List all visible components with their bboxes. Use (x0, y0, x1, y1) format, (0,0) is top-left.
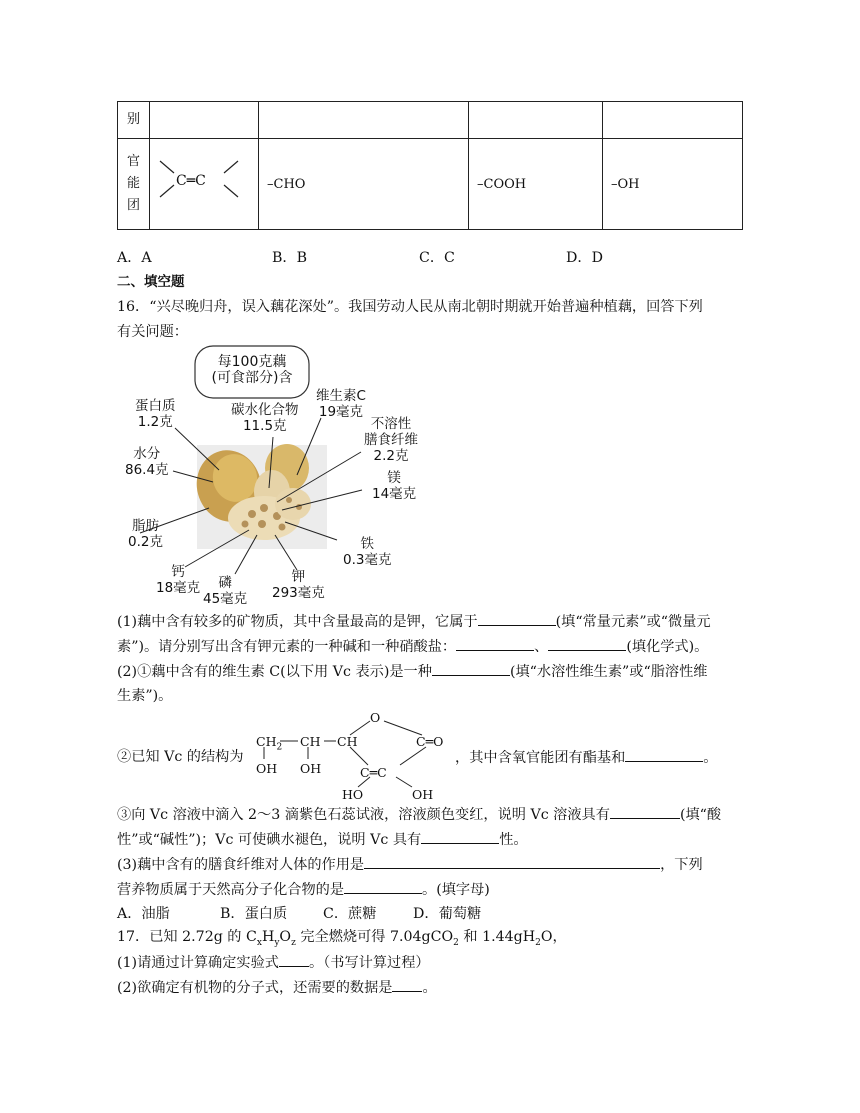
q16-part2-3: ③向 Vc 溶液中滴入 2～3 滴紫色石蕊试液，溶液颜色变红，说明 Vc 溶液具有 (填“酸 (117, 804, 721, 825)
q16-part1-cont: 素”)。请分别写出含有钾元素的一种碱和一种硝酸盐： 、 (填化学式)。 (117, 636, 708, 657)
q16-option-a: A．油脂 (117, 906, 170, 922)
q16-option-d: D．葡萄糖 (413, 906, 482, 922)
q16-intro: 16．“兴尽晚归舟，误入藕花深处”。我国劳动人民从南北朝时期就开始普遍种植藕，回答下列 (117, 299, 703, 315)
struct-oh-3: OH (412, 787, 434, 802)
q16-part2-3-cont: 性”或“碱性”)；Vc 可使碘水褪色，说明 Vc 具有 性。 (117, 829, 528, 850)
answer-blank[interactable] (478, 611, 556, 626)
row-header: 别 (118, 102, 150, 139)
answer-blank[interactable] (625, 747, 703, 762)
q16-intro-cont: 有关问题： (117, 324, 188, 340)
answer-blank[interactable] (456, 636, 534, 651)
struct-ring-oxygen: O (370, 710, 381, 725)
label-potassium: 钾 293毫克 (272, 569, 325, 601)
label-fiber: 不溶性 膳食纤维 2.2克 (364, 416, 418, 464)
hydroxyl-cell: –OH (603, 139, 743, 230)
q16-part1: (1)藕中含有较多的矿物质，其中含量最高的是钾，它属于 (填“常量元素”或“微量元 (117, 611, 711, 632)
q16-part3: (3)藕中含有的膳食纤维对人体的作用是 ，下列 (117, 854, 703, 875)
answer-blank[interactable] (548, 636, 626, 651)
section-heading: 二、填空题 (117, 274, 185, 290)
row-header-functional-group: 官 能 团 (118, 139, 150, 230)
answer-blank[interactable] (279, 952, 309, 967)
vitamin-c-structure (250, 707, 450, 803)
q16-part2: (2)①藕中含有的维生素 C(以下用 Vc 表示)是一种 (填“水溶性维生素”或“脂溶性维 (117, 661, 707, 682)
struct-ch: CH (300, 734, 321, 749)
label-protein: 蛋白质 1.2克 (135, 398, 176, 430)
answer-blank[interactable] (364, 854, 660, 869)
alkene-label: C═C (176, 173, 206, 189)
q16-part2-structure-line: ②已知 Vc 的结构为 (117, 749, 244, 765)
answer-blank[interactable] (421, 829, 499, 844)
label-iron: 铁 0.3毫克 (343, 536, 392, 568)
answer-blank[interactable] (344, 879, 422, 894)
q16-part2-structure-tail: ，其中含氧官能团有酯基和 。 (455, 747, 717, 768)
label-fat: 脂肪 0.2克 (128, 518, 163, 550)
label-magnesium: 镁 14毫克 (372, 470, 417, 502)
struct-ho: HO (342, 787, 364, 802)
struct-cc: C═C (360, 765, 387, 780)
alkene-cell (150, 139, 259, 230)
label-carbohydrate: 碳水化合物 11.5克 (231, 402, 299, 434)
struct-ch-ring: CH (337, 734, 358, 749)
q17-stem: 17．已知 2.72g 的 $C_xH_yO_z$ 完全燃烧可得 7.04gCO$_2$ 和 $1.44gH_2O$， (117, 929, 567, 948)
aldehyde-cell: –CHO (259, 139, 469, 230)
answer-blank[interactable] (392, 977, 422, 992)
lotus-root-figure (117, 340, 437, 610)
struct-ch2: $CH_2$ (256, 734, 283, 753)
option-c: C．C (419, 250, 455, 266)
q17-part1: (1)请通过计算确定实验式 。（书写计算过程） (117, 952, 430, 973)
struct-oh-1: OH (256, 761, 278, 776)
label-calcium: 钙 18毫克 (156, 564, 201, 596)
q16-option-b: B．蛋白质 (220, 906, 288, 922)
answer-blank[interactable] (432, 661, 510, 676)
option-d: D．D (566, 250, 603, 266)
label-phosphorus: 磷 45毫克 (203, 575, 248, 607)
answer-blank[interactable] (610, 804, 680, 819)
option-b: B．B (272, 250, 308, 266)
q16-part2-cont: 生素”)。 (117, 688, 173, 704)
struct-carbonyl: C═O (416, 734, 444, 749)
table-row (118, 102, 743, 139)
struct-oh-2: OH (300, 761, 322, 776)
functional-group-table (117, 101, 743, 230)
q16-part3-cont: 营养物质属于天然高分子化合物的是 。(填字母) (117, 879, 490, 900)
q16-option-c: C．蔗糖 (323, 906, 377, 922)
label-vitamin-c: 维生素C 19毫克 (316, 388, 366, 420)
option-a: A．A (117, 250, 152, 266)
figure-box-title: 每100克藕 (可食部分)含 (211, 354, 293, 386)
carboxyl-cell: –COOH (469, 139, 603, 230)
q17-part2: (2)欲确定有机物的分子式，还需要的数据是 。 (117, 977, 437, 998)
table-row (118, 139, 743, 230)
label-water: 水分 86.4克 (125, 446, 169, 478)
